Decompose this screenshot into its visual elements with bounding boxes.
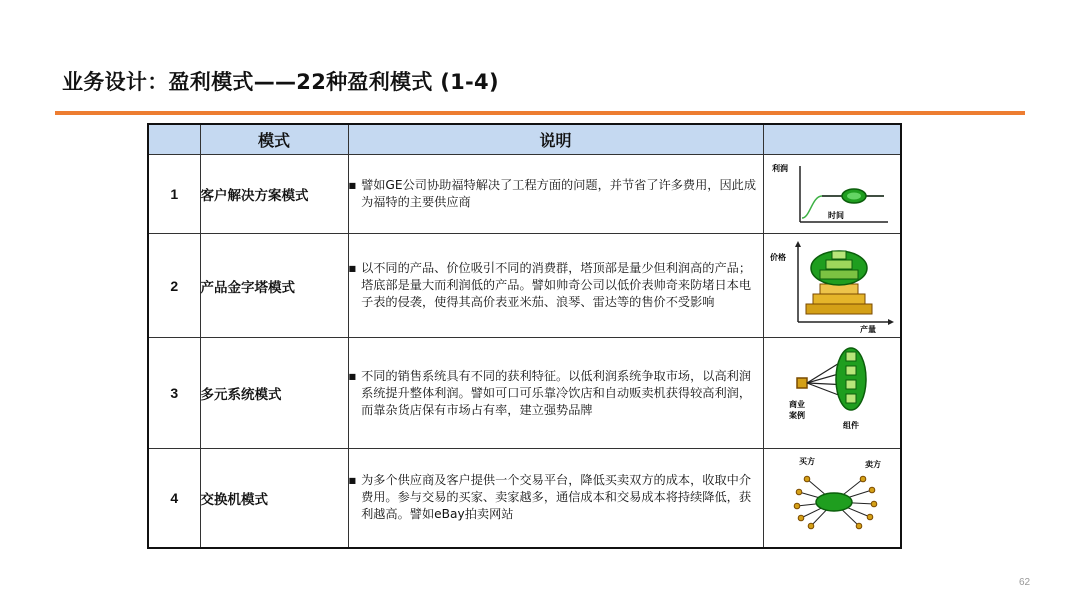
- table-row: [148, 449, 901, 548]
- header-desc: 说明: [348, 124, 763, 155]
- buyer-label: 买方: [798, 456, 815, 466]
- description-text: 譬如GE公司协助福特解决了工程方面的问题，并节省了许多费用，因此成为福特的主要供应商: [361, 178, 757, 209]
- multi-system-figure: [763, 338, 901, 449]
- row-number: 3: [148, 338, 200, 449]
- row-number: 4: [148, 449, 200, 548]
- bullet-icon: ■: [348, 264, 357, 273]
- mode-description: [348, 338, 763, 449]
- multi-system-icon: [777, 343, 887, 443]
- description-text: 为多个供应商及客户提供一个交易平台，降低买卖双方的成本，收取中介费用。参与交易的买家、卖家越多，通信成本和交易成本将持续降低，获利越高。譬如eBay拍卖网站: [361, 473, 752, 522]
- component-label: 组件: [842, 421, 859, 430]
- x-axis-label: 产量: [859, 324, 876, 334]
- bullet-icon: ■: [348, 181, 357, 190]
- table-row: [148, 155, 901, 234]
- row-number: 1: [148, 155, 200, 234]
- pyramid-tier-lower: [813, 294, 865, 304]
- page-title: 业务设计：盈利模式——22种盈利模式 (1-4): [62, 70, 499, 94]
- mode-description: [348, 449, 763, 548]
- mode-description: [348, 155, 763, 234]
- description-text: 以不同的产品、价位吸引不同的消费群，塔顶部是量少但利润高的产品；塔底部是量大而利润低的产品。譬如帅奇公司以低价表帅奇来防堵日本电子表的侵袭，使得其高价表亚米茄、浪琴、雷达等的售价不受影响: [361, 261, 752, 309]
- page-number: 62: [1019, 577, 1031, 588]
- bullet-icon: ■: [348, 371, 357, 381]
- customer-solution-figure: [763, 155, 901, 234]
- switchboard-figure: [763, 449, 901, 548]
- product-pyramid-figure: [763, 234, 901, 338]
- mode-name: 多元系统模式: [200, 338, 348, 449]
- y-axis-label: 利润: [771, 164, 788, 173]
- seller-label: 卖方: [864, 459, 881, 469]
- table-header-row: [148, 124, 901, 155]
- row-number: 2: [148, 234, 200, 338]
- business-case-node: [797, 378, 807, 388]
- exchange-hub: [816, 493, 852, 511]
- title-rule: [55, 111, 1025, 115]
- header-num: [148, 124, 200, 155]
- mode-description: [348, 234, 763, 338]
- header-fig: [763, 124, 901, 155]
- mode-name: 产品金字塔模式: [200, 234, 348, 338]
- pyramid-tier-bottom: [806, 304, 872, 314]
- switchboard-hub-icon: [777, 452, 887, 544]
- description-text: 不同的销售系统具有不同的获利特征。以低利润系统争取市场，以高利润系统提升整体利润。譬如可口可乐靠冷饮店和自动贩卖机获得较高利润，而靠杂货店保有市场占有率，建立强势品牌: [361, 368, 752, 417]
- profit-models-table: [147, 123, 902, 549]
- bullet-icon: ■: [348, 476, 357, 486]
- x-axis-label: 时间: [827, 211, 844, 220]
- profit-time-chart-icon: [770, 158, 894, 230]
- mode-name: 客户解决方案模式: [200, 155, 348, 234]
- product-pyramid-icon: [768, 238, 896, 334]
- y-axis-label: 价格: [769, 252, 786, 262]
- case-label: 案例: [788, 411, 805, 420]
- mode-name: 交换机模式: [200, 449, 348, 548]
- table-row: [148, 338, 901, 449]
- table-row: [148, 234, 901, 338]
- header-mode: 模式: [200, 124, 348, 155]
- business-label: 商业: [788, 400, 805, 409]
